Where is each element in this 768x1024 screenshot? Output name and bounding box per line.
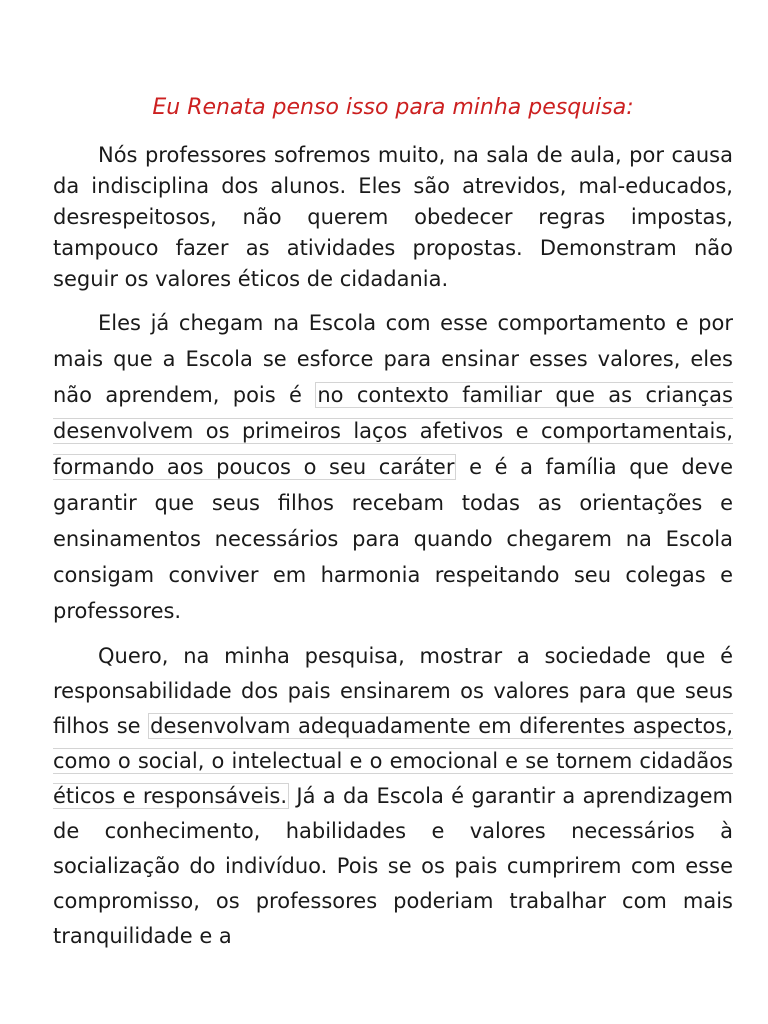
paragraph-1: Nós professores sofremos muito, na sala de aula, por causa da indisciplina dos alunos. Eles são atrevidos, mal-educados, desrespeitosos, não querem obedecer regras impostas, tampouco fazer as atividades propostas. Demonstram não seguir os valores éticos de cidadania. <box>53 143 733 291</box>
paragraph-2-text-start: Eles já chegam na Escola com esse comportamento e por mais que a Escola se esforce para ensinar esses valores, eles não aprendem, pois é <box>53 311 733 407</box>
paragraph-2 <box>53 305 733 629</box>
paragraph-3 <box>53 639 733 954</box>
highlighted-passage-2: desenvolvam adequadamente em diferentes aspectos, como o social, o intelectual e o emocional e se tornem cidadãos éticos e responsáveis. <box>53 714 734 808</box>
paragraph-3-text-start: Quero, na minha pesquisa, mostrar a sociedade que é responsabilidade dos pais ensinarem os valores para que seus filhos se <box>53 644 733 738</box>
page-title: Eu Renata penso isso para minha pesquisa: <box>152 95 634 120</box>
document-page <box>53 92 733 964</box>
highlighted-passage-1: no contexto familiar que as crianças desenvolvem os primeiros laços afetivos e comportamentais, formando aos poucos o seu caráter <box>53 383 733 479</box>
paragraph-3-text-end: Já a da Escola é garantir a aprendizagem de conhecimento, habilidades e valores necessários à socialização do indivíduo. Pois se os pais cumprirem com esse compromisso, os professores poderiam trabalhar com mais tranquilidade e a <box>53 784 733 948</box>
paragraph-2-text-end: e é a família que deve garantir que seus filhos recebam todas as orientações e ensinamentos necessários para quando chegarem na Escola consigam conviver em harmonia respeitando seu colegas e professores. <box>53 455 733 623</box>
